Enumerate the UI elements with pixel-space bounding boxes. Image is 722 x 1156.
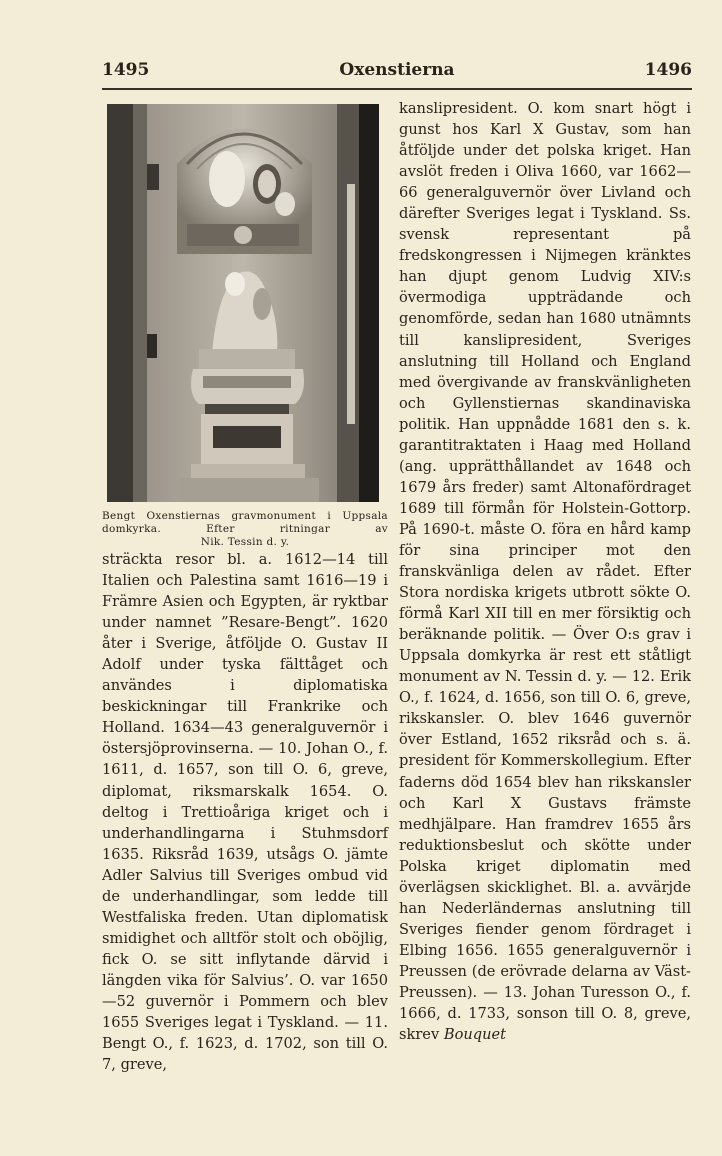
header-rule xyxy=(102,88,692,90)
page-number-left: 1495 xyxy=(102,60,150,80)
caption-line-2: Nik. Tessin d. y. xyxy=(200,536,290,548)
running-title: Oxenstierna xyxy=(339,60,455,80)
monument-photo xyxy=(107,104,379,502)
right-body-italic: Bouquet xyxy=(443,1026,506,1044)
right-body-text xyxy=(399,98,691,1045)
left-column xyxy=(102,98,388,1075)
figure-caption xyxy=(102,510,388,549)
left-body-text: sträckta resor bl. a. 1612—14 till Italien och Palestina samt 1616—19 i Främre Asien och Egypten, är ryktbar under namnet ”Resare-Bengt”. 1620 åter i Sverige, åtföljde O. Gustav II Adolf under tyska fälttåget och användes i diplomatiska beskickningar till Frankrike och Holland. 1634—43 generalguvernör i östersjöprovinserna. — 10. Johan O., f. 1611, d. 1657, son till O. 6, greve, diplomat, riksmarskalk 1654. O. deltog i Trettioåriga kriget och i underhandlingarna i Stuhmsdorf 1635. Riksråd 1639, utsågs O. jämte Adler Salvius till Sveriges ombud vid de underhandlingar, som ledde till Westfaliska freden. Utan diplomatisk smidighet och alltför stolt och oböjlig, fick O. se sitt inflytande därvid i längden vika för Salvius’. O. var 1650—52 guvernör i Pommern och blev 1655 Sveriges legat i Tyskland. — 11. Bengt O., f. 1623, d. 1702, son till O. 7, greve, xyxy=(102,551,388,1074)
page-number-right: 1496 xyxy=(644,60,692,80)
caption-line-1: Bengt Oxenstiernas gravmonument i Uppsala domkyrka. Efter ritningar av xyxy=(102,510,388,535)
monument-image xyxy=(107,104,379,502)
right-column xyxy=(399,98,691,1045)
right-body-main: kanslipresident. O. kom snart högt i gunst hos Karl X Gustav, som han åtföljde under det polska kriget. Han avslöt freden i Oliva 1660, var 1662—66 generalguvernör över Livland och därefter Sveriges legat i Tyskland. Ss. svensk representant på fredskongressen i Nijmegen kränktes han djupt genom Ludvig XIV:s övermodiga uppträdande och genomförde, sedan han 1680 utnämnts till kanslipresident, Sveriges anslutning till Holland och England med övergivande av franskvänligheten och Gyllenstiernas skandinaviska politik. Han uppnådde 1681 den s. k. garantitraktaten i Haag med Holland (ang. upprätthållandet av 1648 och 1679 års freder) samt Altonafördraget 1689 till förmån för Holstein-Gottorp. På 1690-t. måste O. föra en hård kamp för sina principer mot den franskvänliga delen av rådet. Efter Stora nordiska krigets utbrott sökte O. förmå Karl XII till en mer försiktig och beräknande politik. — Över O:s grav i Uppsala domkyrka är rest ett ståtligt monument av N. Tessin d. y. — 12. Erik O., f. 1624, d. 1656, son till O. 6, greve, rikskansler. O. blev 1646 guvernör över Estland, 1652 riksråd och s. ä. president för Kommerskollegium. Efter faderns död 1654 blev han rikskansler och Karl X Gustavs främste medhjälpare. Han framdrev 1655 års reduktionsbeslut och skötte under Polska kriget diplomatin med överlägsen skicklighet. Bl. a. avvärjde han Nederländernas anslutning till Sveriges fiender genom fördraget i Elbing 1656. 1655 generalguvernör i Preussen (de erövrade delarna av Väst-Preussen). — 13. Johan Turesson O., f. 1666, d. 1733, sonson till O. 8, greve, skrev xyxy=(399,100,691,1044)
page-header xyxy=(102,58,692,86)
